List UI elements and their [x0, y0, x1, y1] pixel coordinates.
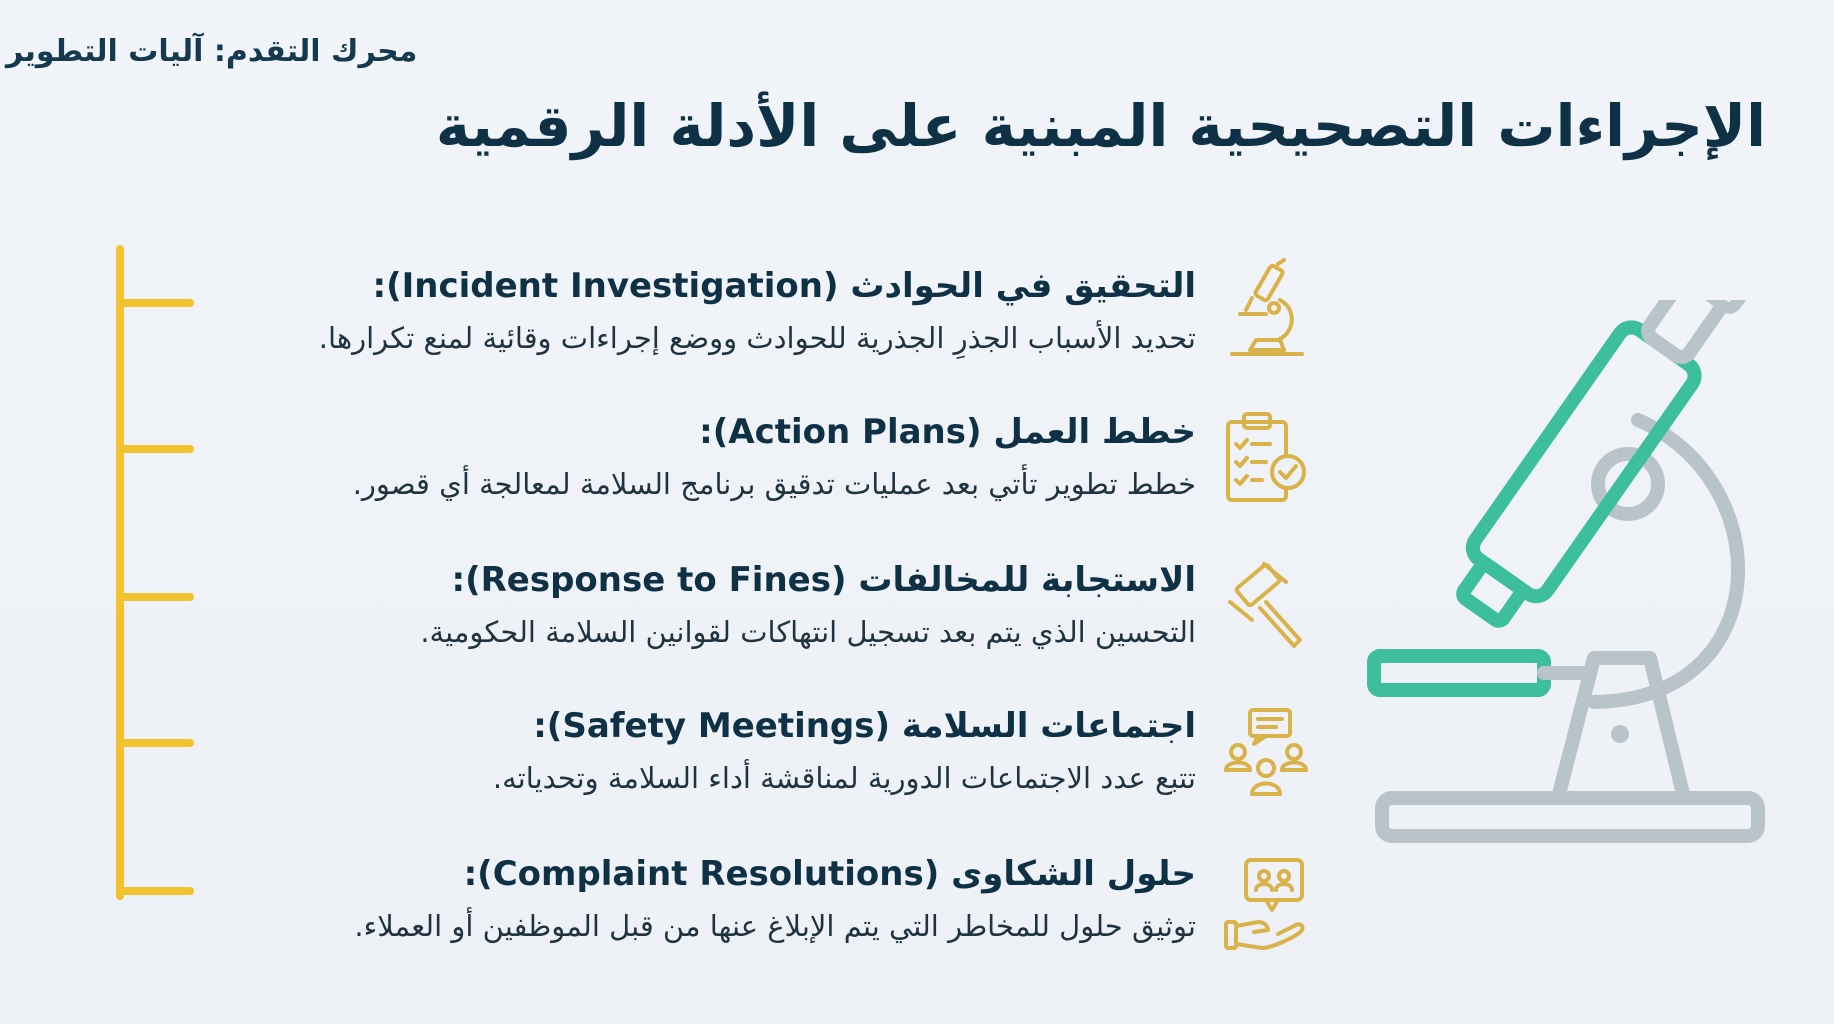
item-heading: حلول الشكاوى (Complaint Resolutions):: [463, 854, 1196, 894]
gavel-icon: [1222, 558, 1312, 658]
timeline-bracket: [116, 245, 206, 900]
item-heading: اجتماعات السلامة (Safety Meetings):: [533, 706, 1196, 746]
list-item: [196, 262, 1196, 360]
page-title: الإجراءات التصحيحية المبنية على الأدلة الرقمية: [435, 92, 1766, 160]
item-heading: التحقيق في الحوادث (Incident Investigation):: [372, 266, 1196, 306]
list-item: [196, 408, 1196, 506]
list-item: [196, 702, 1196, 800]
section-kicker: [6, 34, 526, 69]
item-description: التحسين الذي يتم بعد تسجيل انتهاكات لقوانين السلامة الحكومية.: [420, 615, 1196, 649]
timeline-tick: [116, 887, 194, 895]
timeline-tick: [116, 445, 194, 453]
item-heading: خطط العمل (Action Plans):: [699, 412, 1196, 452]
large-microscope-illustration: [1358, 300, 1778, 860]
kicker-text: محرك التقدم: آليات التطوير: [6, 34, 418, 69]
clipboard-checklist-icon: [1222, 408, 1312, 508]
microscope-icon: [1222, 258, 1312, 358]
timeline-spine: [116, 245, 124, 900]
hand-feedback-icon: [1222, 856, 1312, 956]
item-heading: الاستجابة للمخالفات (Response to Fines):: [451, 560, 1196, 600]
timeline-tick: [116, 593, 194, 601]
timeline-tick: [116, 299, 194, 307]
list-item: [196, 556, 1196, 654]
item-description: خطط تطوير تأتي بعد عمليات تدقيق برنامج السلامة لمعالجة أي قصور.: [352, 467, 1196, 501]
item-description: تحديد الأسباب الجذرِ الجذرية للحوادث ووضع إجراءات وقائية لمنع تكرارها.: [318, 321, 1196, 355]
item-description: توثيق حلول للمخاطر التي يتم الإبلاغ عنها من قبل الموظفين أو العملاء.: [354, 909, 1196, 943]
team-meeting-icon: [1222, 706, 1312, 806]
item-description: تتبع عدد الاجتماعات الدورية لمناقشة أداء السلامة وتحدياته.: [492, 761, 1196, 795]
timeline-tick: [116, 739, 194, 747]
list-item: [196, 850, 1196, 948]
